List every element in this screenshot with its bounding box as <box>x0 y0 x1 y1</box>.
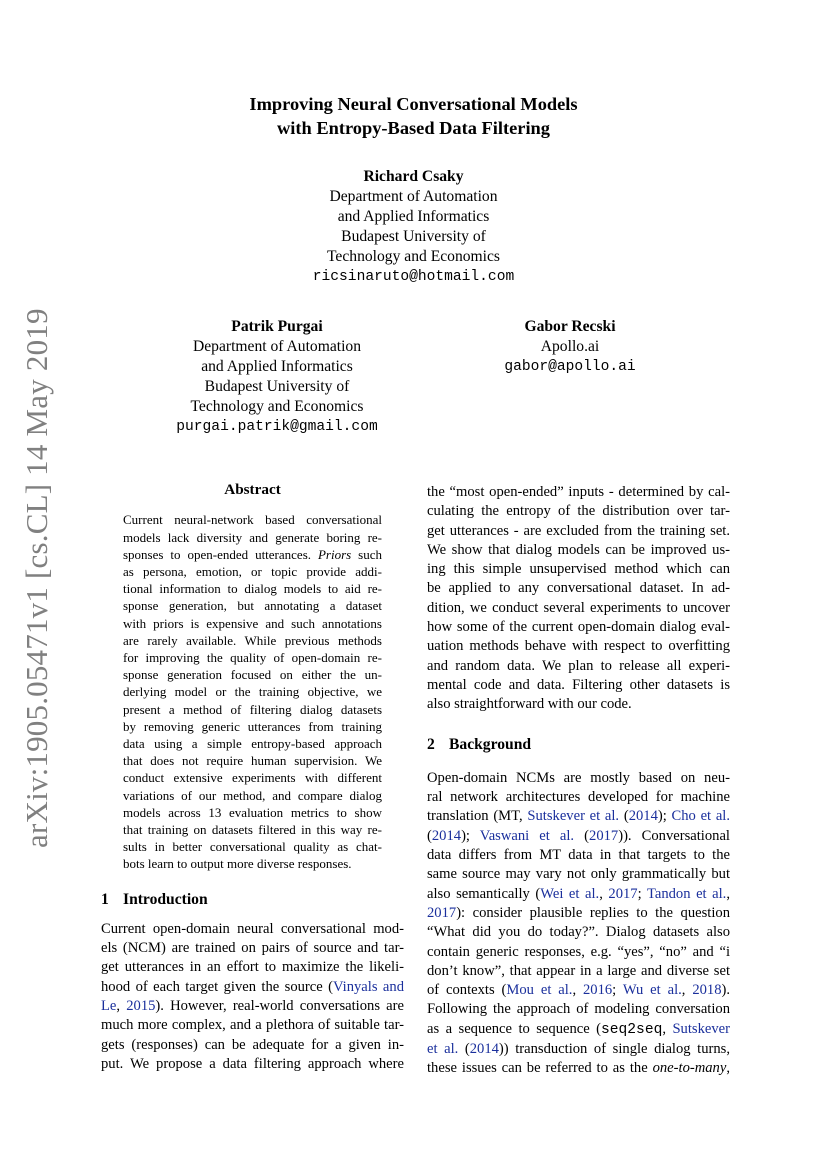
abstract-line: sponse generation, but annotating a dataset <box>123 598 382 614</box>
citation-link[interactable]: 2017 <box>608 885 638 902</box>
author-name: Gabor Recski <box>524 318 616 335</box>
body-line: culating the entropy of the distribution over tar- <box>427 503 730 520</box>
abstract-line: with priors is expensive and such annotations <box>123 615 382 631</box>
title-line-1: Improving Neural Conversational Models <box>249 94 578 114</box>
body-line: also straightforward with our code. <box>427 696 632 713</box>
abstract-line: by removing generic utterances from training <box>123 718 382 734</box>
citation-link[interactable]: 2018 <box>692 982 722 999</box>
abstract-line: for improving the quality of open-domain re- <box>123 649 382 665</box>
author-block-1 <box>0 167 827 287</box>
body-line: these issues can be referred to as the one-to-many, <box>427 1060 730 1077</box>
body-line: Le, 2015). However, real-world conversations are <box>101 998 404 1015</box>
title-line-2: with Entropy-Based Data Filtering <box>277 118 550 138</box>
section-number: 2 <box>427 735 435 753</box>
body-line: how some of the current open-domain dialog eval- <box>427 619 730 636</box>
citation-link[interactable]: 2016 <box>582 982 613 999</box>
body-line: dition, we conduct several experiments to uncover <box>427 599 730 616</box>
affiliation-line: Department of Automation <box>329 188 498 205</box>
body-line: contain generic responses, e.g. “yes”, “no” and “i <box>427 943 730 960</box>
author-email: purgai.patrik@gmail.com <box>176 419 378 435</box>
affiliation-line: and Applied Informatics <box>337 208 490 225</box>
body-line: don’t know”, that appear in a large and diverse set <box>427 962 730 979</box>
abstract-line: models lack diversity and generate boring re- <box>123 529 382 545</box>
introduction-body <box>101 920 404 1074</box>
paper-title <box>0 92 827 140</box>
body-line: Current open-domain neural conversational mod- <box>101 920 404 937</box>
body-line: gets (responses) can be adequate for a given in- <box>101 1036 404 1053</box>
body-line: Open-domain NCMs are mostly based on neu- <box>427 769 730 786</box>
abstract-line: Current neural-network based conversational <box>123 512 382 528</box>
section-title: Background <box>449 735 532 753</box>
citation-link[interactable]: 2014 <box>628 808 658 825</box>
citation-link[interactable]: Tandon et al. <box>646 885 727 902</box>
citation-link[interactable]: Wu et al. <box>622 982 682 999</box>
author-email: gabor@apollo.ai <box>504 359 636 375</box>
affiliation-line: Budapest University of <box>341 228 486 245</box>
author-email: ricsinaruto@hotmail.com <box>312 269 515 285</box>
body-line: ing this simple unsupervised method which can <box>427 561 730 578</box>
citation-link[interactable]: Vinyals and <box>333 978 404 995</box>
abstract-line: conduct extensive experiments with different <box>123 770 382 786</box>
body-line: ral network architectures developed for machine <box>427 789 730 806</box>
affiliation-line: and Applied Informatics <box>201 358 353 375</box>
abstract-line: present a method of filtering dialog datasets <box>123 701 382 717</box>
body-line: data differs from MT data in that targets to the <box>427 847 730 864</box>
citation-link[interactable]: 2017 <box>589 827 619 844</box>
left-column <box>101 480 404 1074</box>
abstract-line: that training on datasets filtered in this way re- <box>123 821 382 837</box>
body-line: same source may vary not only grammatically but <box>427 866 730 883</box>
abstract-line: sults in better conversational quality as chat- <box>123 839 382 855</box>
citation-link[interactable]: 2017 <box>427 904 457 921</box>
body-line: be applied to any conversational dataset. In ad- <box>427 580 730 597</box>
body-line: get utterances in an effort to maximize the likeli- <box>101 959 404 976</box>
arxiv-id: arXiv:1905.05471v1 [cs.CL] 14 May 2019 <box>19 308 54 848</box>
body-line: much more complex, and a plethora of suitable tar- <box>101 1017 404 1034</box>
right-column <box>427 483 730 1079</box>
body-line: uation methods behave with respect to overfitting <box>427 638 730 655</box>
citation-link[interactable]: Wei et al. <box>540 885 600 902</box>
abstract-line: bots learn to output more diverse responses. <box>123 856 352 872</box>
citation-link[interactable]: et al. <box>427 1041 459 1058</box>
body-line: and random data. We plan to release all experi- <box>427 657 730 674</box>
body-line: et al. (2014)) transduction of single dialog turns, <box>427 1041 730 1058</box>
body-line: (2014); Vaswani et al. (2017)). Conversational <box>427 827 730 844</box>
introduction-continued <box>427 483 730 715</box>
body-line: as a sequence to sequence (seq2seq, Sutskever <box>427 1020 730 1038</box>
author-name: Richard Csaky <box>363 168 464 185</box>
affiliation-line: Apollo.ai <box>540 338 600 355</box>
abstract-heading: Abstract <box>224 481 281 498</box>
abstract-line: variations of our method, and compare dialog <box>123 787 382 803</box>
body-line: put. We propose a data filtering approach where <box>101 1055 404 1072</box>
citation-link[interactable]: 2015 <box>126 998 156 1015</box>
body-line: get utterances - are excluded from the training set. <box>427 522 730 539</box>
emphasis: one-to-many <box>652 1060 727 1077</box>
affiliation-line: Technology and Economics <box>190 398 364 415</box>
citation-link[interactable]: Sutskever <box>672 1020 730 1037</box>
emphasis: Priors <box>317 546 352 562</box>
abstract-line: are rarely available. While previous methods <box>123 632 382 648</box>
affiliation-line: Budapest University of <box>204 378 350 395</box>
section-heading-background <box>427 735 730 754</box>
body-line: the “most open-ended” inputs - determined by cal- <box>427 484 730 500</box>
body-line: mental code and data. Filtering other datasets is <box>427 676 730 693</box>
body-line: of contexts (Mou et al., 2016; Wu et al., 2018). <box>427 982 731 999</box>
body-line: 2017): consider plausible replies to the question <box>427 904 730 921</box>
code-term: seq2seq <box>601 1021 663 1038</box>
abstract-line: sponse generation focused on either the un- <box>123 667 382 683</box>
body-line: els (NCM) are trained on pairs of source and tar- <box>101 940 404 957</box>
author-block-2 <box>162 317 392 437</box>
body-line: translation (MT, Sutskever et al. (2014); Cho et al. <box>427 808 730 825</box>
abstract-line: as persona, emotion, or topic provide addi- <box>123 563 382 579</box>
body-line: Following the approach of modeling conversation <box>427 1001 730 1018</box>
body-line: “What did you do today?”. Dialog datasets also <box>427 924 730 941</box>
section-number: 1 <box>101 890 109 908</box>
citation-link[interactable]: Vaswani et al. <box>479 827 575 844</box>
author-block-3 <box>455 317 685 377</box>
background-body <box>427 769 730 1079</box>
abstract-line: that does not require human supervision. We <box>123 753 382 769</box>
abstract-line: models across 13 evaluation metrics to show <box>123 804 382 820</box>
body-line: hood of each target given the source (Vinyals and <box>101 978 404 995</box>
abstract-line: derlying model or the training objective, we <box>123 684 382 700</box>
section-title: Introduction <box>123 890 208 908</box>
citation-link[interactable]: Sutskever et al. <box>527 808 620 825</box>
section-heading-introduction <box>101 890 404 909</box>
abstract-body <box>101 511 404 872</box>
citation-link[interactable]: Le <box>101 998 117 1015</box>
affiliation-line: Department of Automation <box>192 338 362 355</box>
body-line: We show that dialog models can be improved us- <box>427 541 730 558</box>
citation-link[interactable]: 2014 <box>469 1041 499 1058</box>
author-name: Patrik Purgai <box>231 318 323 335</box>
abstract-line: sponses to open-ended utterances. Priors such <box>123 546 382 562</box>
body-line: also semantically (Wei et al., 2017; Tandon et al., <box>427 885 730 902</box>
abstract-line: tional information to dialog models to aid re- <box>123 581 382 597</box>
affiliation-line: Technology and Economics <box>327 248 500 265</box>
citation-link[interactable]: Cho et al. <box>671 808 730 825</box>
citation-link[interactable]: Mou et al. <box>506 982 573 999</box>
abstract-line: data using a simple entropy-based approach <box>123 735 382 751</box>
citation-link[interactable]: 2014 <box>431 827 462 844</box>
